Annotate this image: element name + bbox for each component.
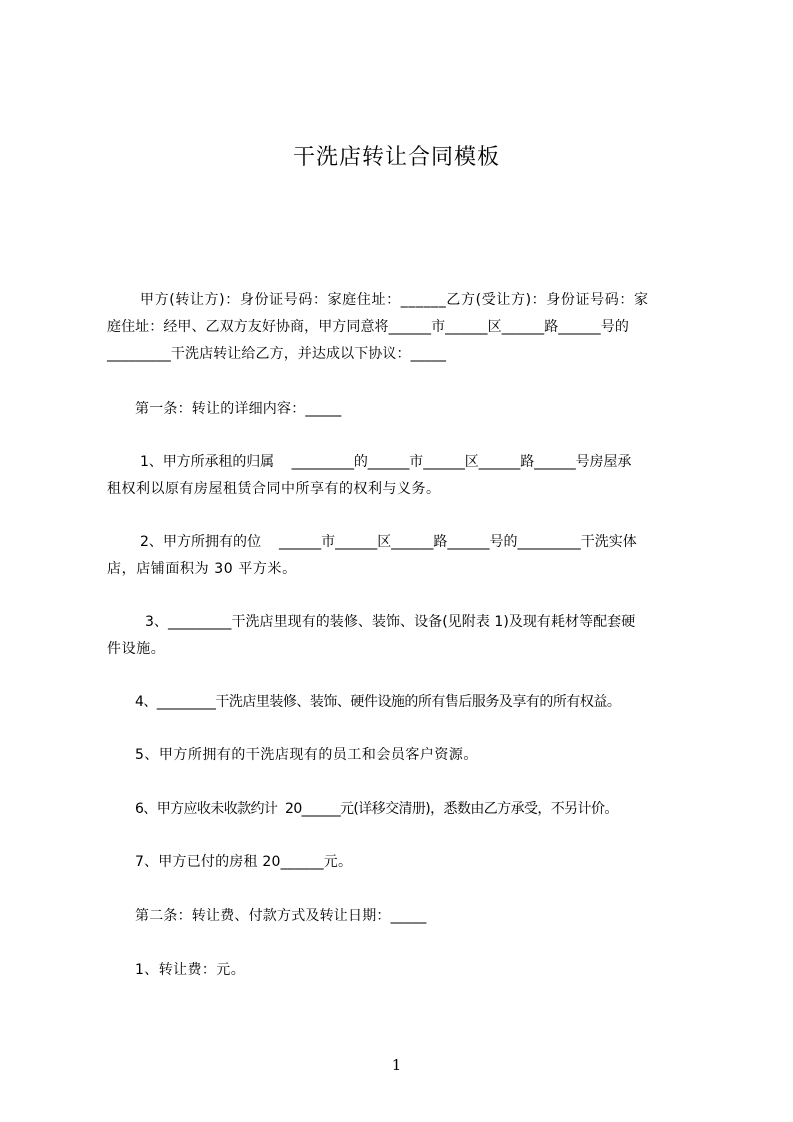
document-title: 干洗店转让合同模板: [292, 145, 500, 170]
item-3-line-1: 3、_________干洗店里现有的装修、装饰、设备(见附表 1)及现有耗材等配套硬: [145, 614, 636, 630]
item-1-line-1: 1、甲方所承租的归属 _________的______市______区______路______号房屋承: [140, 454, 632, 470]
item-5: 5、甲方所拥有的干洗店现有的员工和会员客户资源。: [135, 747, 478, 763]
item-1-line-2: 租权利以原有房屋租赁合同中所享有的权利与义务。: [107, 481, 441, 497]
intro-line-1: 甲方(转让方)：身份证号码：家庭住址：______乙方(受让方)：身份证号码：家: [140, 292, 649, 308]
article-1-heading: 第一条：转让的详细内容：_____: [135, 401, 342, 417]
article-2-heading: 第二条：转让费、付款方式及转让日期：_____: [135, 908, 427, 924]
intro-line-3: _________干洗店转让给乙方，并达成以下协议：_____: [107, 346, 447, 362]
fee-item-1: 1、转让费：元。: [135, 962, 246, 978]
item-7: 7、甲方已付的房租 20______元。: [135, 854, 353, 870]
page-number: 1: [391, 1056, 402, 1074]
item-2-line-2: 店，店铺面积为 30 平方米。: [107, 561, 297, 577]
item-6: 6、甲方应收未收款约计 20______元(详移交清册)，悉数由乙方承受，不另计价。: [135, 801, 618, 817]
item-3-line-2: 件设施。: [107, 641, 166, 657]
item-4: 4、_________干洗店里装修、装饰、硬件设施的所有售后服务及享有的所有权益。: [135, 694, 621, 710]
intro-line-2: 庭住址：经甲、乙双方友好协商，甲方同意将______市______区______路______号的: [107, 319, 629, 335]
item-2-line-1: 2、甲方所拥有的位 ______市______区______路______号的_________干洗实体: [140, 534, 637, 550]
